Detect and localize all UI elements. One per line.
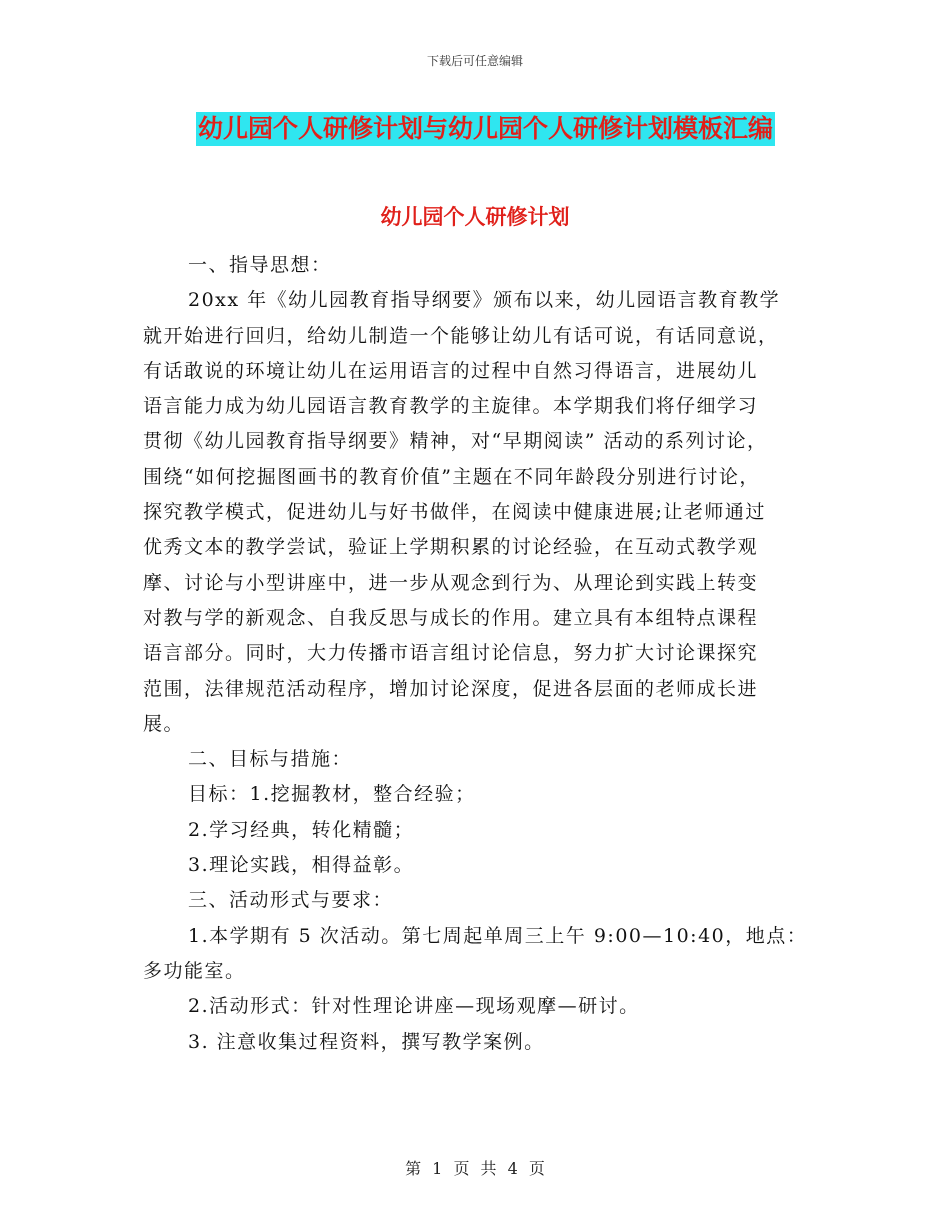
paragraph-line: 对教与学的新观念、自我反思与成长的作用。建立具有本组特点课程 bbox=[143, 606, 759, 629]
section-title: 幼儿园个人研修计划 bbox=[380, 205, 570, 229]
paragraph-line: 有话敢说的环境让幼儿在运用语言的过程中自然习得语言，进展幼儿 bbox=[143, 359, 759, 382]
heading-activity-forms: 三、活动形式与要求： bbox=[188, 889, 394, 912]
paragraph-line: 语言部分。同时，大力传播市语言组讨论信息，努力扩大讨论课探究 bbox=[143, 642, 759, 665]
document-title: 幼儿园个人研修计划与幼儿园个人研修计划模板汇编 bbox=[196, 112, 775, 146]
heading-goals-measures: 二、目标与措施： bbox=[188, 748, 353, 771]
goal-item: 3.理论实践，相得益彰。 bbox=[188, 854, 415, 877]
paragraph-line: 探究教学模式，促进幼儿与好书做伴，在阅读中健康进展;让老师通过 bbox=[143, 501, 766, 524]
paragraph-line: 贯彻《幼儿园教育指导纲要》精神，对“早期阅读” 活动的系列讨论， bbox=[143, 430, 768, 453]
paragraph-line: 就开始进行回归，给幼儿制造一个能够让幼儿有话可说，有话同意说， bbox=[143, 324, 779, 347]
paragraph-line: 语言能力成为幼儿园语言教育教学的主旋律。本学期我们将仔细学习 bbox=[143, 395, 759, 418]
goal-item: 目标：1.挖掘教材，整合经验； bbox=[188, 783, 476, 806]
paragraph-line: 展。 bbox=[143, 712, 185, 735]
paragraph-line: 优秀文本的教学尝试，验证上学期积累的讨论经验，在互动式教学观 bbox=[143, 536, 759, 559]
heading-guiding-ideology: 一、指导思想： bbox=[188, 254, 332, 276]
paragraph-line: 范围，法律规范活动程序，增加讨论深度，促进各层面的老师成长进 bbox=[143, 677, 759, 700]
document-body bbox=[143, 248, 823, 1060]
requirement-item: 3. 注意收集过程资料，撰写教学案例。 bbox=[188, 1030, 545, 1053]
requirement-item: 2.活动形式：针对性理论讲座—现场观摩—研讨。 bbox=[188, 995, 640, 1018]
requirement-item-continued: 多功能室。 bbox=[143, 959, 246, 982]
paragraph-line: 摩、讨论与小型讲座中，进一步从观念到行为、从理论到实践上转变 bbox=[143, 571, 759, 594]
requirement-item: 1.本学期有 5 次活动。第七周起单周三上午 9:00—10:40，地点： bbox=[188, 924, 808, 947]
page-footer: 第 1 页 共 4 页 bbox=[405, 1159, 545, 1178]
header-note: 下载后可任意编辑 bbox=[426, 54, 523, 68]
paragraph-line: 围绕“如何挖掘图画书的教育价值”主题在不同年龄段分别进行讨论， bbox=[143, 465, 760, 488]
goal-item: 2.学习经典，转化精髓； bbox=[188, 818, 415, 841]
paragraph-line: 20xx 年《幼儿园教育指导纲要》颁布以来，幼儿园语言教育教学 bbox=[188, 289, 781, 312]
